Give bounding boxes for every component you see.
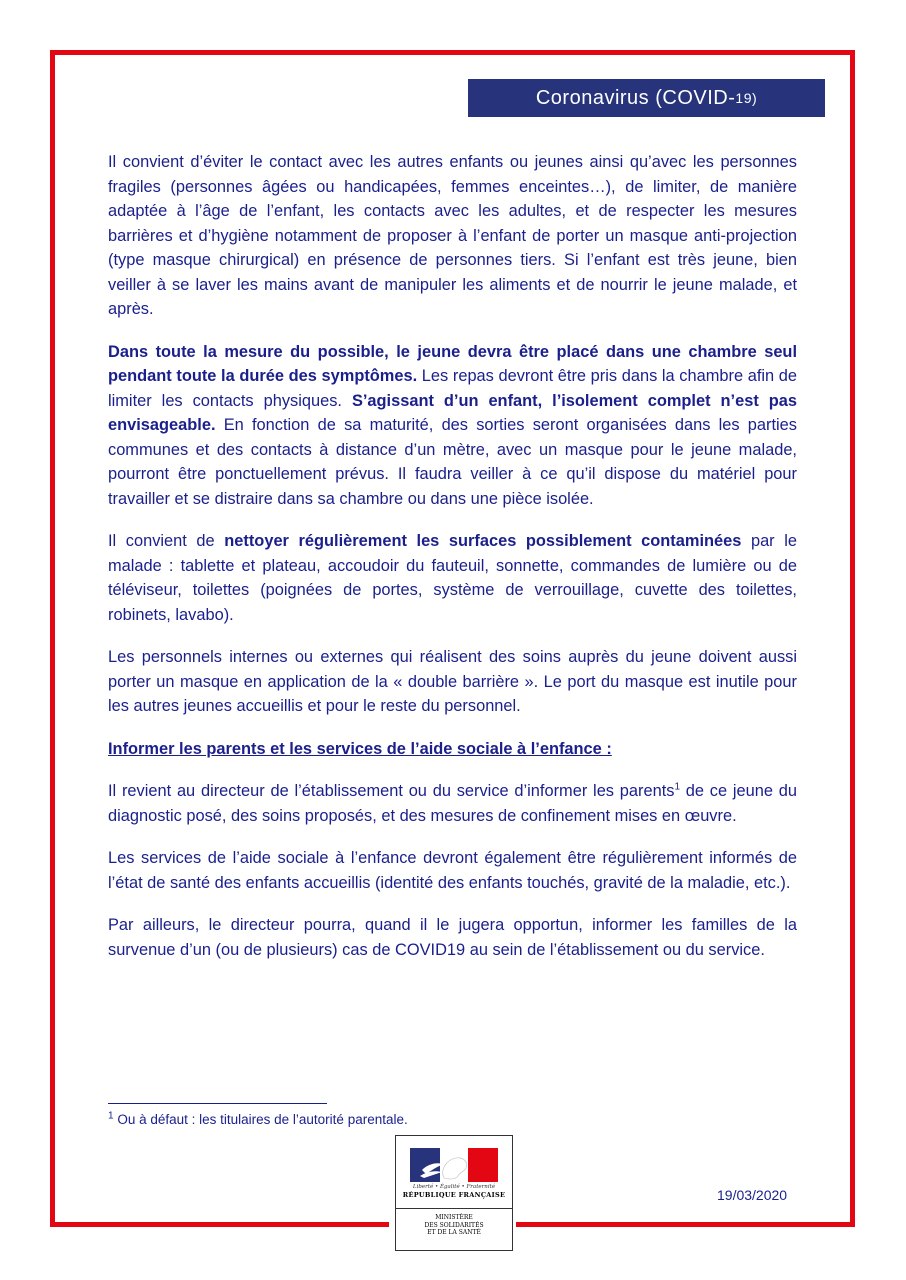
- ministry-line-1: MINISTÈRE: [435, 1214, 473, 1221]
- paragraph-3-text-2: par le malade : tablette et plateau, accoudoir du fauteuil, sonnette, commandes de lumière ou de téléviseur, toilettes (poignées de portes, système de verrouillage, cuvette des toilettes, robinets, lavabo).: [108, 532, 797, 624]
- paragraph-3-text-1: Il convient de: [108, 532, 225, 550]
- paragraph-2-bold-2: S’agissant d’un enfant, l’isolement complet n’est pas envisageable.: [108, 391, 797, 434]
- paragraph-2-text-2: En fonction de sa maturité, des sorties seront organisées dans les parties communes et des contacts à distance d’un mètre, avec un masque pour le jeune malade, pourront être ponctuellement prévus. Il faudra veiller à ce qu’il dispose du matériel pour travailler et se distraire dans sa chambre ou dans une pièce isolée.: [108, 416, 797, 508]
- paragraph-5: [108, 779, 797, 828]
- section-heading: Informer les parents et les services de l’aide sociale à l’enfance :: [108, 739, 612, 758]
- footnote: [108, 1112, 408, 1127]
- frame-bottom-right: [516, 1222, 855, 1227]
- ministry-line-2: DES SOLIDARITÉS: [424, 1221, 484, 1229]
- paragraph-7: Par ailleurs, le directeur pourra, quand il le jugera opportun, informer les familles de la survenue d’un (ou de plusieurs) cas de COVID19 au sein de l’établissement ou du service.: [108, 916, 797, 959]
- ministry-name: [396, 1214, 512, 1237]
- document-date: 19/03/2020: [717, 1187, 788, 1203]
- paragraph-2: [108, 340, 797, 512]
- footnote-number: 1: [108, 1110, 114, 1122]
- footnote-reference[interactable]: 1: [674, 781, 681, 793]
- header-title-suffix: 19): [735, 90, 758, 106]
- paragraph-3-bold: nettoyer régulièrement les surfaces possiblement contaminées: [224, 532, 742, 550]
- document-header: [468, 79, 825, 117]
- republic-motto: Liberté • Égalité • Fraternité: [412, 1184, 496, 1190]
- frame-bottom-left: [50, 1222, 389, 1227]
- footnote-text: Ou à défaut : les titulaires de l’autorité parentale.: [113, 1112, 408, 1127]
- paragraph-4: Les personnels internes ou externes qui réalisent des soins auprès du jeune doivent aussi porter un masque en application de la « double barrière ». Le port du masque est inutile pour les autres jeunes accueillis et pour le reste du personnel.: [108, 648, 797, 715]
- document-body: [108, 150, 797, 980]
- marianne-flag-icon: [410, 1148, 498, 1182]
- paragraph-5-text-2: de ce jeune du diagnostic posé, des soins proposés, et des mesures de confinement mises en œuvre.: [108, 782, 798, 825]
- paragraph-2-bold-1: Dans toute la mesure du possible, le jeune devra être placé dans une chambre seul pendant toute la durée des symptômes.: [108, 342, 797, 385]
- ministry-logo: [395, 1135, 513, 1251]
- header-title: Coronavirus (COVID-: [535, 86, 736, 109]
- paragraph-3: [108, 529, 797, 627]
- paragraph-5-text-1: Il revient au directeur de l’établissement ou du service d’informer les parents: [108, 782, 675, 800]
- logo-separator: [396, 1208, 512, 1209]
- republic-name: RÉPUBLIQUE FRANÇAISE: [402, 1191, 506, 1199]
- footnote-separator: [108, 1103, 327, 1104]
- paragraph-6: Les services de l’aide sociale à l’enfance devront également être régulièrement informés de l’état de santé des enfants accueillis (identité des enfants touchés, gravité de la maladie, etc.).: [108, 849, 797, 892]
- paragraph-1: Il convient d’éviter le contact avec les autres enfants ou jeunes ainsi qu’avec les personnes fragiles (personnes âgées ou handicapées, femmes enceintes…), de limiter, de manière adaptée à l’âge de l’enfant, les contacts avec les adultes, et de respecter les mesures barrières et d’hygiène notamment de proposer à l’enfant de porter un masque anti-projection (type masque chirurgical) en présence de personnes tiers. Si l’enfant est très jeune, bien veiller à se laver les mains avant de manipuler les aliments et de nourrir le jeune malade, et après.: [108, 153, 797, 318]
- paragraph-2-text-1: Les repas devront être pris dans la chambre afin de limiter les contacts physiques.: [108, 367, 797, 410]
- ministry-line-3: ET DE LA SANTÉ: [427, 1229, 481, 1236]
